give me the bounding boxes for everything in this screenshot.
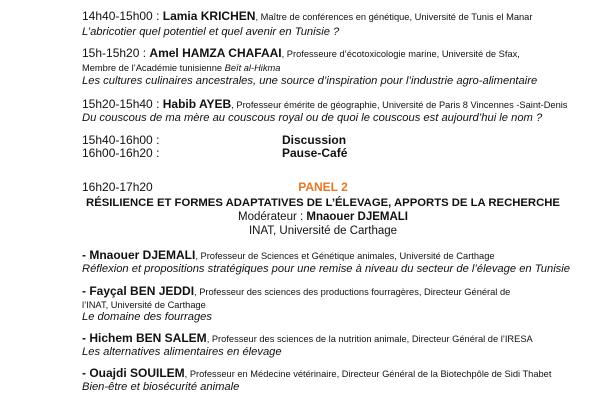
session-3-header: 15h20-15h40 : Habib AYEB, Professeur émérite de géographie, Université de Paris 8 Vincennes -Saint-Denis (82, 97, 568, 111)
session-time: 15h20-15h40 (82, 97, 153, 111)
speaker-4-header (82, 367, 551, 381)
speaker-name: - Ouajdi SOUILEM (82, 366, 185, 380)
speaker-affiliation: , Professeur émérite de géographie, Université de Paris 8 Vincennes -Saint-Denis (231, 100, 568, 110)
session-time: 15h-15h20 (82, 46, 140, 60)
speaker-affiliation-line2 (82, 62, 280, 75)
speaker-1-header (82, 249, 495, 263)
talk-title: Les alternatives alimentaires en élevage (82, 346, 282, 358)
speaker-name: - Fayçal BEN JEDDI (82, 284, 195, 298)
speaker-2-header (82, 285, 510, 299)
panel-moderator (82, 211, 564, 224)
panel-time: 16h20-17h20 (82, 180, 153, 194)
talk-title: Le domaine des fourrages (82, 311, 212, 323)
affiliation-text: Membre de l’Académie tunisienne (82, 63, 225, 73)
moderator-prefix: Modérateur : (238, 211, 307, 223)
session-time: 14h40-15h00 (82, 9, 153, 23)
schedule-time-discussion: 15h40-16h00 : (82, 133, 160, 147)
speaker-affiliation: , Professeur des sciences des productions fourragères, Directeur Général de (194, 287, 511, 297)
speaker-name: - Hichem BEN SALEM (82, 331, 207, 345)
session-title: L’abricotier quel potentiel et quel avenir en Tunisie ? (82, 26, 340, 38)
moderator-name: Mnaouer DJEMALI (306, 211, 408, 223)
panel-heading: PANEL 2 (298, 180, 348, 194)
session-2-header: 15h-15h20 : Amel HAMZA CHAFAAI, Professeure d’écotoxicologie marine, Université de Sfax, (82, 46, 520, 60)
speaker-affiliation: , Professeur de Sciences et Génétique animales, Université de Carthage (195, 251, 495, 261)
panel-title: RÉSILIENCE ET FORMES ADAPTATIVES DE L’ÉLEVAGE, APPORTS DE LA RECHERCHE (86, 197, 560, 209)
speaker-affiliation: , Professeur en Médecine vétérinaire, Directeur Général de la Biotechpôle de Sidi Thabet (184, 369, 552, 379)
speaker-affiliation: , Maître de conférences en génétique, Université de Tunis el Manar (255, 12, 533, 22)
speaker-name: Amel HAMZA CHAFAAI (149, 46, 282, 60)
speaker-3-header (82, 332, 533, 346)
session-title: Les cultures culinaires ancestrales, une source d’inspiration pour l’industrie agro-alimentaire (82, 75, 538, 87)
moderator-affiliation: INAT, Université de Carthage (248, 225, 398, 237)
talk-title: Bien-être et biosécurité animale (82, 381, 240, 393)
speaker-name: Habib AYEB (162, 97, 232, 111)
speaker-affiliation-line2: l’INAT, Université de Carthage (82, 300, 206, 310)
session-1-header: 14h40-15h00 : Lamia KRICHEN, Maître de conférences en génétique, Université de Tunis el Manar (82, 9, 533, 23)
schedule-time-break: 16h00-16h20 : (82, 146, 160, 160)
schedule-label-break: Pause-Café (282, 146, 348, 160)
speaker-affiliation: , Professeur des sciences de la nutrition animale, Directeur Général de l’IRESA (206, 334, 533, 344)
session-title: Du couscous de ma mère au couscous royal ou de quoi le couscous est aujourd’hui le nom ? (82, 112, 543, 124)
schedule-label-discussion: Discussion (282, 133, 347, 147)
speaker-name: - Mnaouer DJEMALI (82, 248, 196, 262)
talk-title: Réflexion et propositions stratégiques pour une remise à niveau du secteur de l’élevage en Tunisie (82, 263, 570, 275)
speaker-affiliation: , Professeure d’écotoxicologie marine, Université de Sfax, (281, 49, 520, 59)
affiliation-italic: Beït al-Hikma (224, 63, 281, 73)
speaker-name: Lamia KRICHEN (162, 9, 256, 23)
